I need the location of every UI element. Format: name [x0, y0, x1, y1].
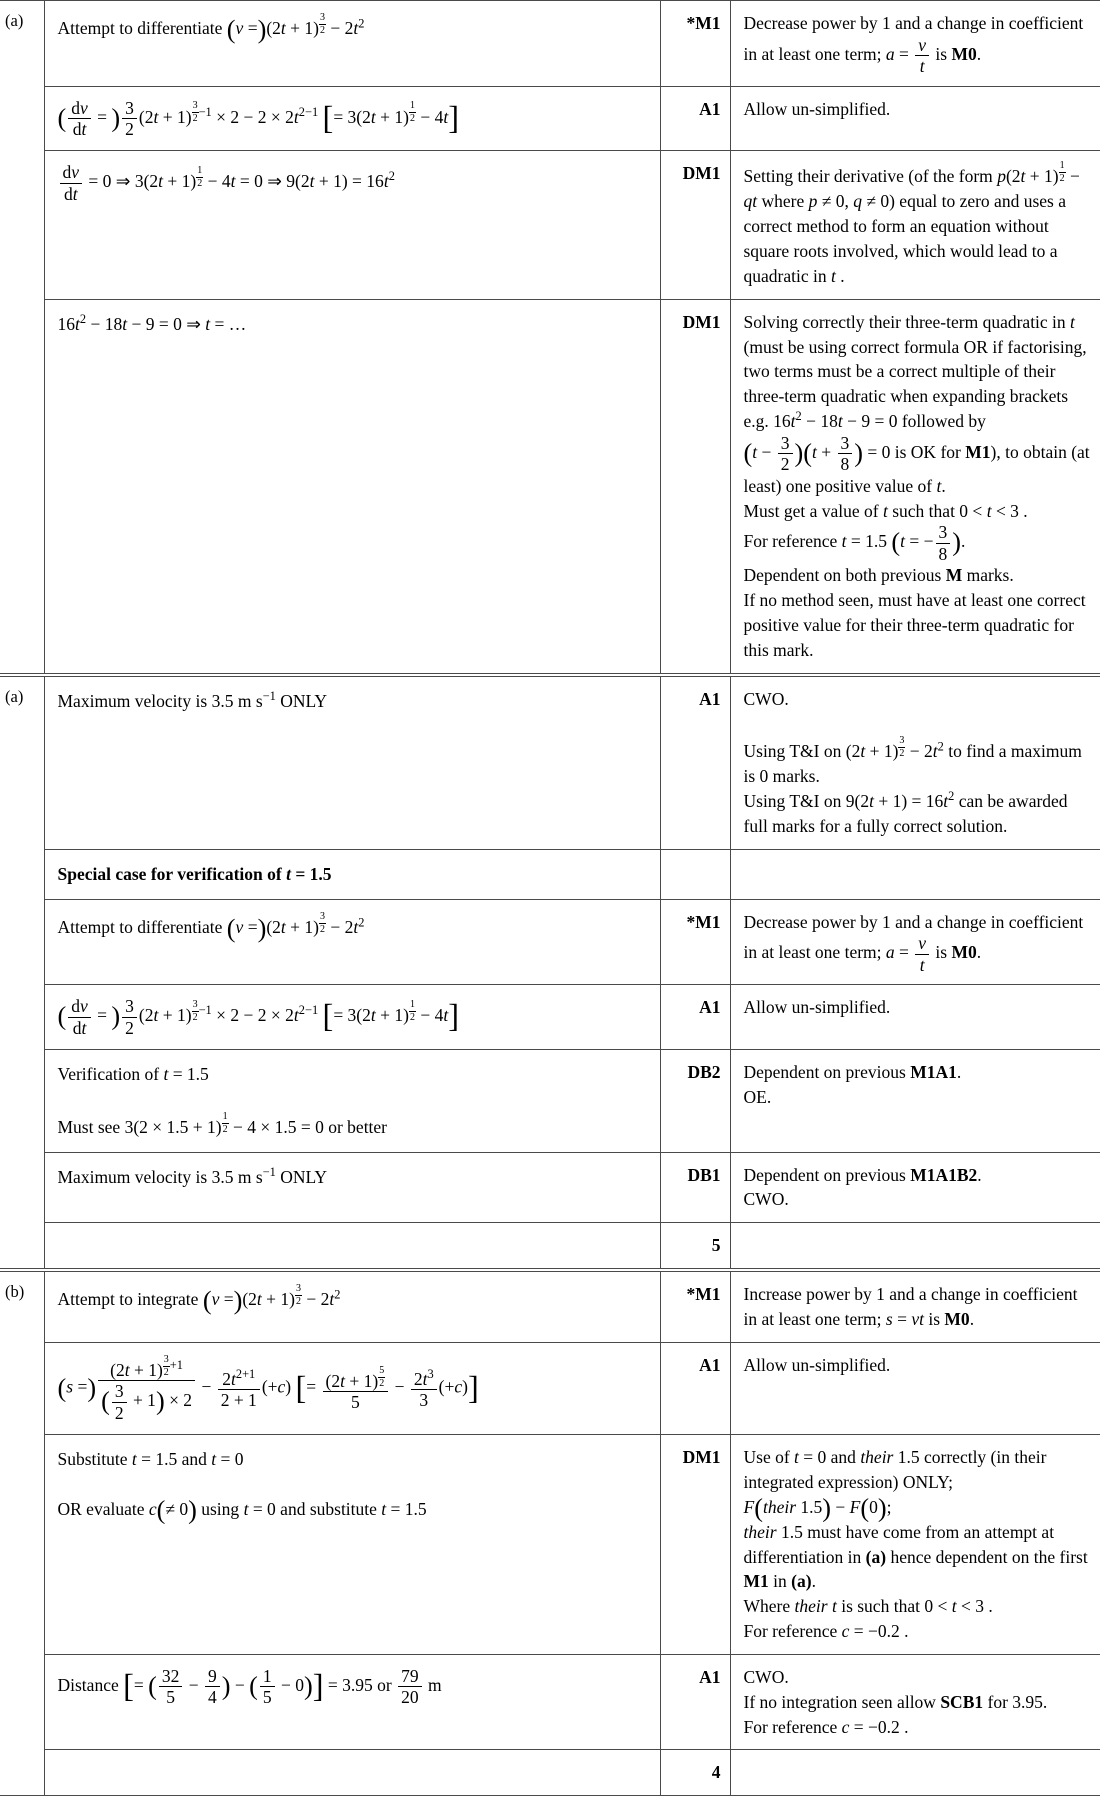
table-row — [0, 1435, 1100, 1655]
working-cell: Substitute t = 1.5 and t = 0 OR evaluate c(≠ 0) using t = 0 and substitute t = 1.5 — [44, 1435, 660, 1655]
guidance-cell: Dependent on previous M1A1B2. CWO. — [730, 1152, 1100, 1223]
working-cell: (s =) (2t + 1) $^{\frac{3}{2} +1}$ ( $\frac{3}{2}$ + 1) × 2 − $\frac{2t^{2+1}}{2 + 1}$ (+c) [= (2t + 1) $^{\frac{5}{2}}$ 5 − $\frac{2t^3}{3}$ (+c)] — [44, 1342, 660, 1434]
mark-cell — [660, 849, 730, 899]
table-row — [0, 1342, 1100, 1434]
working-cell — [44, 1223, 660, 1270]
table-row — [0, 985, 1100, 1050]
working-cell — [44, 1750, 660, 1796]
working-cell: Attempt to differentiate (v =)(2t + 1) $^{\frac{3}{2}}$ − $2t^2$ — [44, 1, 660, 87]
table-row — [0, 1, 1100, 87]
guidance-cell: Solving correctly their three-term quadratic in t (must be using correct formula OR if factorising, two terms must be a correct multiple of their three-term quadratic when expanding brackets e.g. $16t^2 - 18t - 9 = 0$ followed by (t − $\frac{3}{2}$ )(t + $\frac{3}{8}$ ) = 0 is OK for M1), to obtain (at least) one positive value of t. Must get a value of t such that 0 < t < 3 . For reference t = 1.5 (t = − $\frac{3}{8}$ ). Dependent on both previous M marks. If no method seen, must have at least one correct positive value for their three-term quadratic for this mark. — [730, 299, 1100, 674]
working-cell: ( $\frac{dv}{dt}$ = ) $\frac{3}{2}$ (2t + 1) $^{\frac{3}{2} -1} \times 2 - 2 \times 2t^{2-1}$ [= 3(2t + 1) $^{\frac{1}{2}}$ − 4t] — [44, 86, 660, 151]
guidance-cell — [730, 849, 1100, 899]
working-cell: Verification of t = 1.5 Must see 3(2 × 1.5 + 1) $^{\frac{1}{2}}$ − 4 × 1.5 = 0 or better — [44, 1049, 660, 1152]
guidance-cell: Allow un-simplified. — [730, 86, 1100, 151]
mark-cell: DM1 — [660, 1435, 730, 1655]
part-label: (a) — [0, 1, 44, 675]
table-row — [0, 1049, 1100, 1152]
mark-scheme-body — [0, 1, 1100, 1796]
table-row — [0, 1270, 1100, 1342]
mark-cell: A1 — [660, 985, 730, 1050]
guidance-cell: Dependent on previous M1A1. OE. — [730, 1049, 1100, 1152]
mark-cell: *M1 — [660, 899, 730, 985]
mark-cell: DM1 — [660, 299, 730, 674]
guidance-cell: Setting their derivative (of the form p(2t + 1) $^{\frac{1}{2}}$ − qt where p ≠ 0, q ≠ 0) equal to zero and uses a correct method to form an equation without square roots involved, which would lead to a quadratic in t . — [730, 151, 1100, 299]
part-label: (b) — [0, 1270, 44, 1796]
table-row — [0, 1223, 1100, 1270]
mark-cell: DB1 — [660, 1152, 730, 1223]
mark-cell: *M1 — [660, 1270, 730, 1342]
table-row — [0, 299, 1100, 674]
guidance-cell: CWO. If no integration seen allow SCB1 for 3.95. For reference c = −0.2 . — [730, 1654, 1100, 1750]
mark-cell: A1 — [660, 675, 730, 850]
mark-cell: A1 — [660, 1654, 730, 1750]
mark-cell: DB2 — [660, 1049, 730, 1152]
guidance-cell: Allow un-simplified. — [730, 985, 1100, 1050]
table-row — [0, 1654, 1100, 1750]
guidance-cell: CWO. Using T&I on (2t + 1) $^{\frac{3}{2}}$ − $2t^2$ to find a maximum is 0 marks. Using T&I on $9(2t + 1) = 16t^2$ can be awarded full marks for a fully correct solution. — [730, 675, 1100, 850]
part-label: (a) — [0, 675, 44, 1271]
mark-cell: 4 — [660, 1750, 730, 1796]
table-row — [0, 1152, 1100, 1223]
mark-cell: A1 — [660, 86, 730, 151]
mark-cell: A1 — [660, 1342, 730, 1434]
guidance-cell: Increase power by 1 and a change in coefficient in at least one term; s = vt is M0. — [730, 1270, 1100, 1342]
guidance-cell — [730, 1223, 1100, 1270]
guidance-cell: Decrease power by 1 and a change in coefficient in at least one term; a = $\frac{v}{t}$ is M0. — [730, 899, 1100, 985]
guidance-cell: Decrease power by 1 and a change in coefficient in at least one term; a = $\frac{v}{t}$ is M0. — [730, 1, 1100, 87]
guidance-cell: Use of t = 0 and their 1.5 correctly (in their integrated expression) ONLY; F(their 1.5) − F(0); their 1.5 must have come from an attempt at differentiation in (a) hence dependent on the first M1 in (a). Where their t is such that 0 < t < 3 . For reference c = −0.2 . — [730, 1435, 1100, 1655]
guidance-cell — [730, 1750, 1100, 1796]
table-row — [0, 849, 1100, 899]
working-cell: Maximum velocity is 3.5 m $s^{-1}$ ONLY — [44, 675, 660, 850]
working-cell: Attempt to differentiate (v =)(2t + 1) $^{\frac{3}{2}}$ − $2t^2$ — [44, 899, 660, 985]
table-row — [0, 86, 1100, 151]
working-cell: Attempt to integrate (v =)(2t + 1) $^{\frac{3}{2}}$ − $2t^2$ — [44, 1270, 660, 1342]
guidance-cell: Allow un-simplified. — [730, 1342, 1100, 1434]
mark-cell: DM1 — [660, 151, 730, 299]
table-row — [0, 899, 1100, 985]
table-row — [0, 675, 1100, 850]
working-cell: Maximum velocity is 3.5 m $s^{-1}$ ONLY — [44, 1152, 660, 1223]
mark-cell: *M1 — [660, 1, 730, 87]
working-cell: Distance [= ( $\frac{32}{5}$ − $\frac{9}{4}$ ) − ( $\frac{1}{5}$ − 0)] = 3.95 or $\frac{79}{20}$ m — [44, 1654, 660, 1750]
working-cell: ( $\frac{dv}{dt}$ = ) $\frac{3}{2}$ (2t + 1) $^{\frac{3}{2} -1} \times 2 - 2 \times 2t^{2-1}$ [= 3(2t + 1) $^{\frac{1}{2}}$ − 4t] — [44, 985, 660, 1050]
mark-cell: 5 — [660, 1223, 730, 1270]
table-row — [0, 1750, 1100, 1796]
working-cell: $\frac{dv}{dt}$ = 0 ⇒ 3(2t + 1) $^{\frac{1}{2}}$ − 4t = 0 ⇒ $9(2t + 1) = 16t^2$ — [44, 151, 660, 299]
working-cell: $16t^2 - 18t - 9 = 0$ ⇒ t = … — [44, 299, 660, 674]
table-row — [0, 151, 1100, 299]
working-cell: Special case for verification of t = 1.5 — [44, 849, 660, 899]
